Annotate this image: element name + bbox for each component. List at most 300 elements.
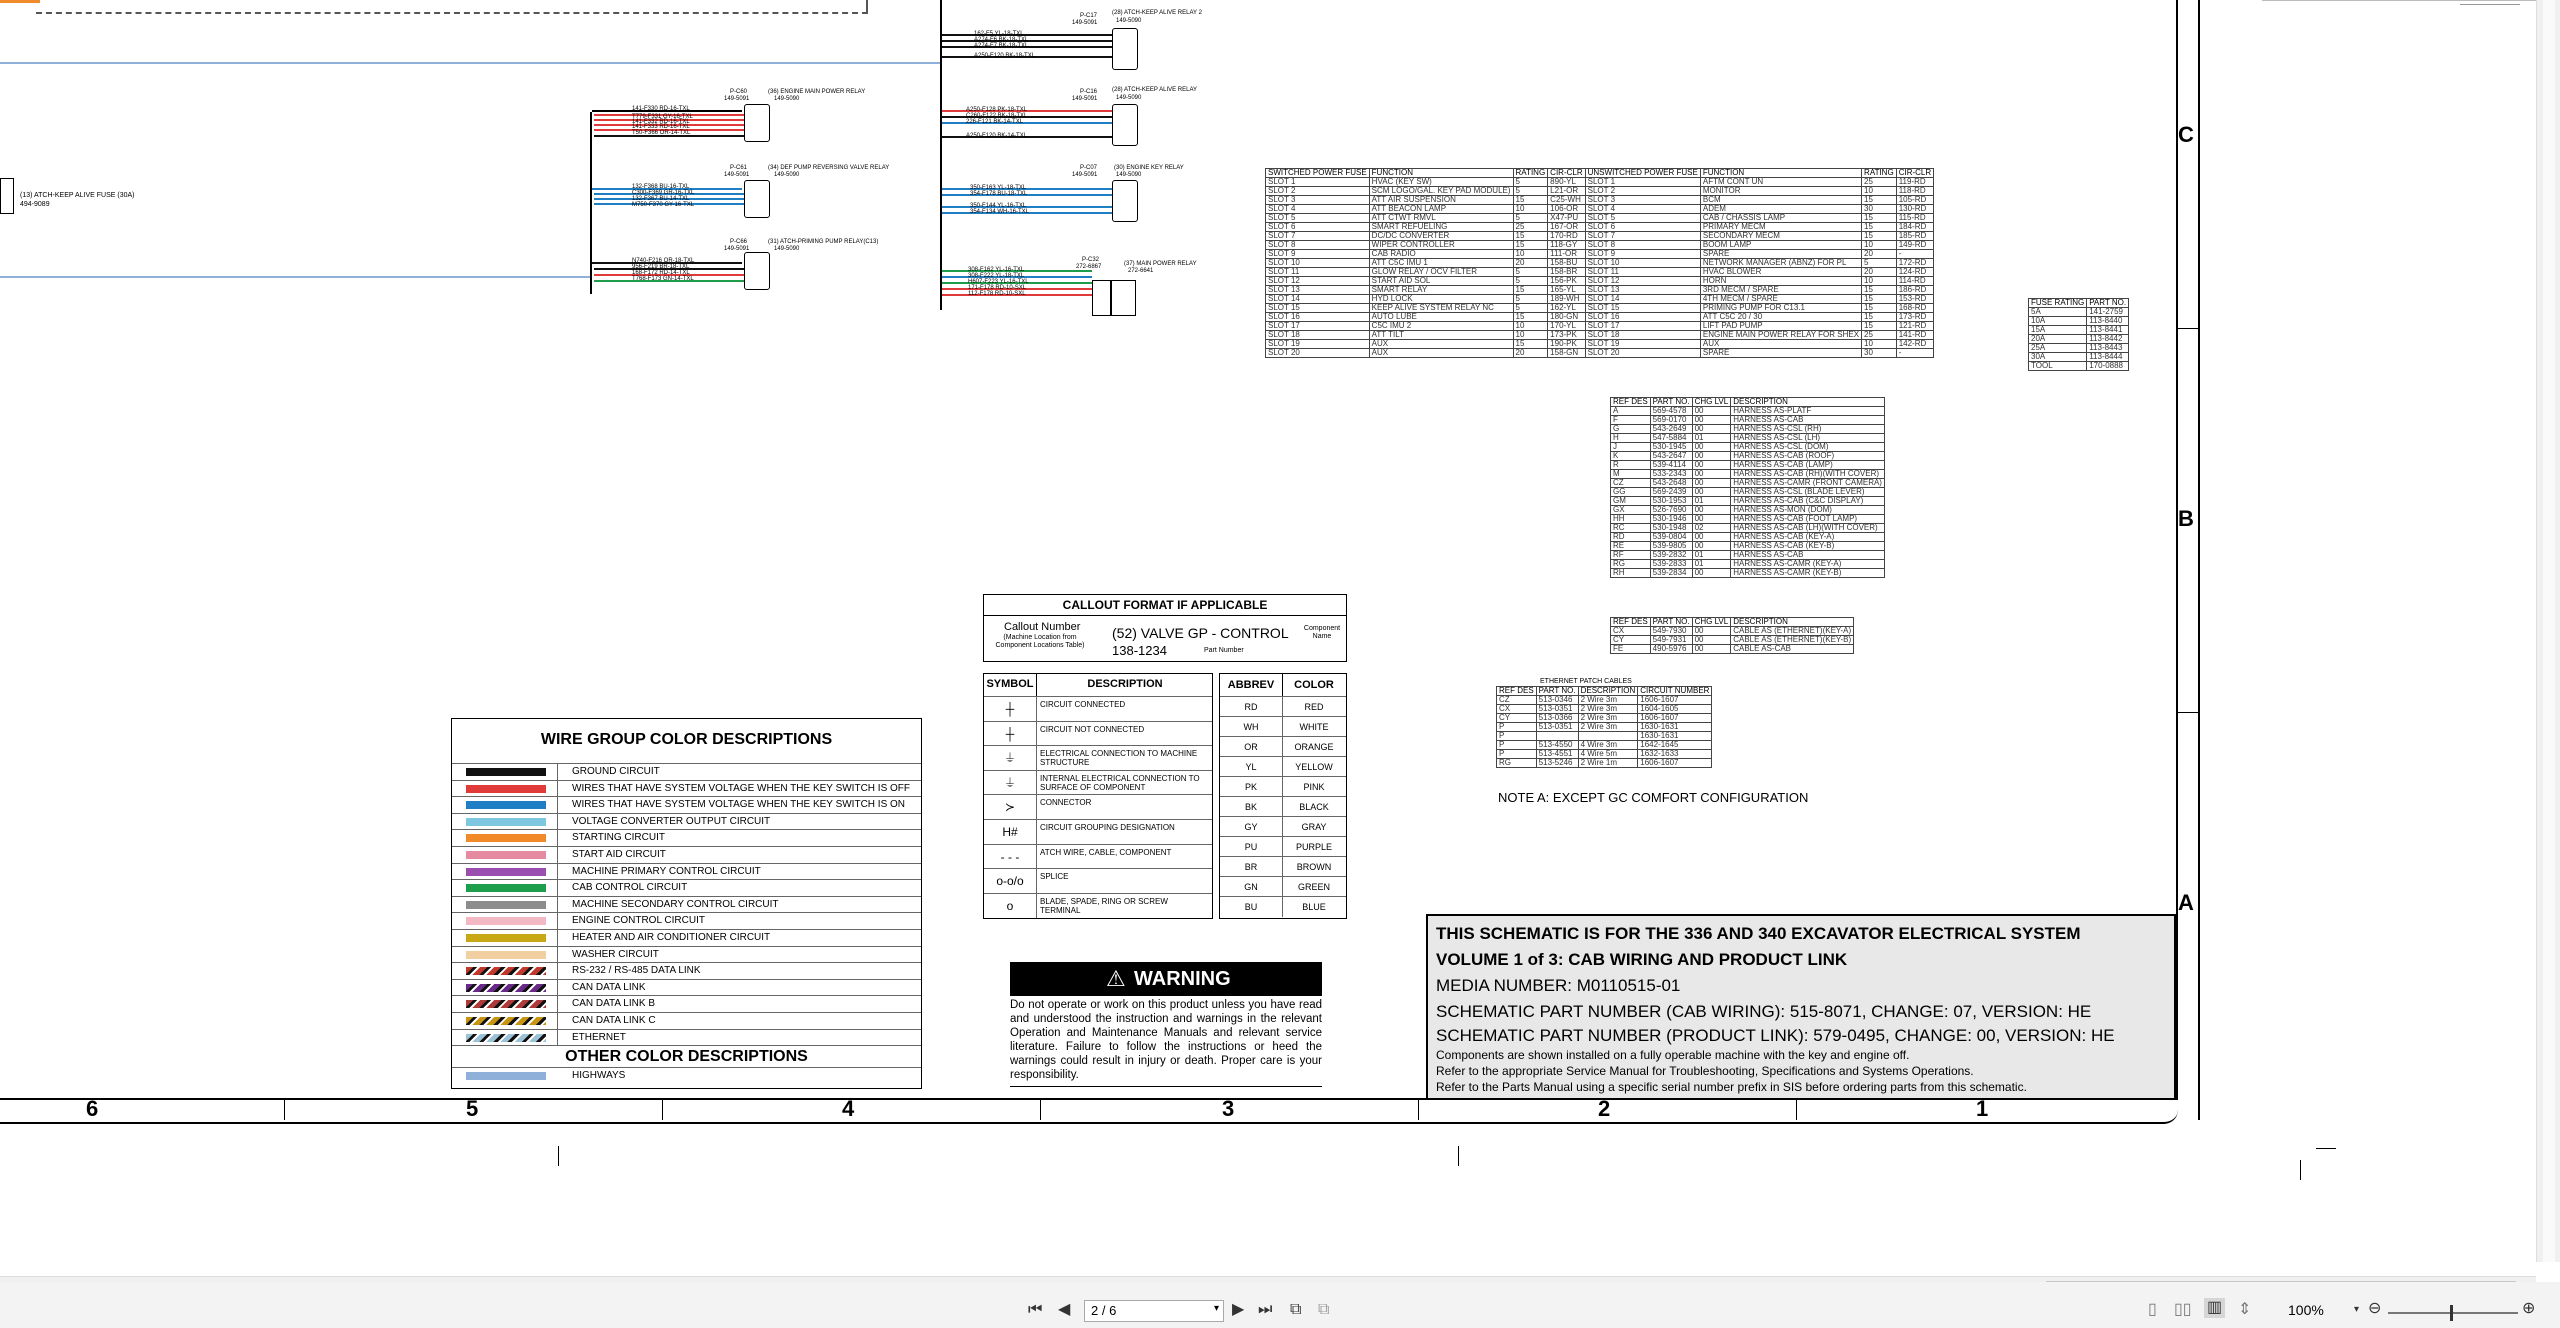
- first-page-icon[interactable]: ⏮: [1028, 1301, 1043, 1318]
- symbol-row: [984, 770, 1212, 795]
- relay-name: (28) ATCH-KEEP ALIVE RELAY 2: [1112, 10, 1202, 16]
- ethernet-table-title: ETHERNET PATCH CABLES: [1540, 678, 1632, 685]
- relay-engine-main-power: [592, 88, 866, 152]
- table-cell: 00: [1692, 645, 1731, 654]
- table-cell: AUTO LUBE: [1369, 313, 1513, 322]
- symbol-glyph: - - -: [984, 845, 1037, 869]
- table-cell: 530-1948: [1650, 524, 1692, 533]
- table-cell: 189-WH: [1548, 295, 1585, 304]
- table-cell: 1632-1633: [1638, 750, 1712, 759]
- table-cell: PRIMING PUMP FOR C13.1: [1700, 304, 1861, 313]
- zoom-dropdown-icon[interactable]: ▾: [2354, 1304, 2360, 1315]
- title-line-5: SCHEMATIC PART NUMBER (PRODUCT LINK): 579-0495, CHANGE: 00, VERSION: HE: [1436, 1026, 2115, 1045]
- fuse-symbol: [0, 178, 14, 214]
- relay-ref: P-C66: [730, 239, 748, 245]
- wire-color-swatch: [466, 967, 546, 975]
- table-cell: RD: [1611, 533, 1651, 542]
- wire-group-row: [452, 780, 921, 797]
- abbrev-table: [1219, 673, 1347, 919]
- table-cell: 20: [1513, 259, 1548, 268]
- table-cell: 1606-1607: [1638, 759, 1712, 768]
- table-cell: K: [1611, 452, 1651, 461]
- last-page-icon[interactable]: ⏭: [1258, 1301, 1273, 1318]
- relay-wire-label: N740-F216 OR-18-TXL: [632, 258, 695, 264]
- table-cell: 00: [1692, 506, 1731, 515]
- wire-color-swatch: [466, 1034, 546, 1042]
- table-cell: 4 Wire 5m: [1578, 750, 1638, 759]
- title-block: [1426, 914, 2176, 1100]
- table-cell: 10: [1862, 241, 1897, 250]
- symbol-description: ELECTRICAL CONNECTION TO MACHINE STRUCTURE: [1040, 749, 1198, 768]
- table-cell: 114-RD: [1896, 277, 1933, 286]
- table-cell: 121-RD: [1896, 322, 1933, 331]
- relay-symbol: [744, 180, 770, 218]
- table-cell: 5: [1513, 277, 1548, 286]
- wire-group-legend: [451, 718, 922, 1089]
- table-cell: G: [1611, 425, 1651, 434]
- relay-keep-alive-2: [942, 4, 1242, 80]
- table-cell: SLOT 7: [1266, 232, 1370, 241]
- table-cell: 10A: [2029, 317, 2087, 326]
- table-cell: SLOT 9: [1585, 250, 1700, 259]
- symbol-glyph: ⏚: [984, 771, 1037, 795]
- table-cell: SLOT 16: [1266, 313, 1370, 322]
- table-cell: SLOT 17: [1266, 322, 1370, 331]
- table-cell: 00: [1692, 470, 1731, 479]
- wire-group-row: [452, 896, 921, 913]
- table-cell: 00: [1692, 636, 1731, 645]
- table-cell: 539-2834: [1650, 569, 1692, 578]
- relay-subpart: 149-5090: [1116, 172, 1142, 178]
- table-cell: 186-RD: [1896, 286, 1933, 295]
- zone-col-2: 2: [1598, 1096, 1611, 1121]
- wire-group-row: [452, 763, 921, 780]
- table-cell: SLOT 6: [1266, 223, 1370, 232]
- symbol-row: [984, 794, 1212, 819]
- relay-part: 149-5091: [1072, 172, 1098, 178]
- relay-atch-priming: [592, 238, 912, 302]
- table-cell: SLOT 3: [1266, 196, 1370, 205]
- page-number-value: 2 / 6: [1091, 1303, 1117, 1318]
- wire-color-swatch: [466, 785, 546, 793]
- table-cell: RE: [1611, 542, 1651, 551]
- table-cell: SLOT 5: [1266, 214, 1370, 223]
- relay-subpart: 149-5090: [774, 246, 800, 252]
- symbol-description: CONNECTOR: [1040, 798, 1092, 808]
- symbol-table: [983, 673, 1213, 919]
- table-cell: CABLE AS-CAB: [1731, 645, 1854, 654]
- table-cell: M: [1611, 470, 1651, 479]
- table-row: [1611, 569, 1885, 578]
- table-header-cell: REF DES: [1611, 398, 1651, 407]
- highway-line: [0, 62, 940, 64]
- relay-wire-label: 350-F163 YL-18-TXL: [970, 185, 1027, 191]
- relay-wire-label: 308-F162 YL-16-TXL: [968, 267, 1025, 273]
- next-page-icon[interactable]: ▶: [1232, 1301, 1245, 1318]
- abbrev-color-name: BLUE: [1302, 902, 1326, 912]
- relay-subpart: 272-6641: [1128, 268, 1154, 274]
- warning-icon: ⚠: [1106, 966, 1126, 991]
- wire-color-swatch: [466, 851, 546, 859]
- table-cell: HARNESS AS-CSL (RH): [1731, 425, 1885, 434]
- table-cell: R: [1611, 461, 1651, 470]
- table-cell: START AID SOL: [1369, 277, 1513, 286]
- abbrev-header: ABBREV: [1227, 679, 1275, 691]
- relay-symbol: [1112, 28, 1138, 70]
- symbol-row: [984, 745, 1212, 770]
- table-cell: SLOT 16: [1585, 313, 1700, 322]
- table-cell: -: [1896, 250, 1933, 259]
- table-cell: 513-0351: [1536, 705, 1578, 714]
- table-cell: 01: [1692, 560, 1731, 569]
- wire-color-swatch: [466, 768, 546, 776]
- relay-wire-label: 112-F178 RD-10-SXL: [968, 291, 1026, 297]
- relay-wire-label: 168-F172 RD-14-TXL: [632, 270, 690, 276]
- relay-symbol: [744, 252, 770, 290]
- single-page-icon[interactable]: ▯: [2148, 1301, 2157, 1318]
- wire-color-swatch: [466, 884, 546, 892]
- table-cell: HORN: [1700, 277, 1861, 286]
- table-cell: L21-OR: [1548, 187, 1585, 196]
- table-cell: 00: [1692, 443, 1731, 452]
- abbrev-color-name: BLACK: [1299, 802, 1329, 812]
- table-cell: HARNESS AS-CAB: [1731, 416, 1885, 425]
- table-cell: SLOT 4: [1585, 205, 1700, 214]
- table-cell: 25: [1862, 178, 1897, 187]
- zoom-value[interactable]: 100%: [2288, 1302, 2324, 1318]
- table-cell: 170-RD: [1548, 232, 1585, 241]
- table-cell: SLOT 8: [1585, 241, 1700, 250]
- table-cell: 513-4550: [1536, 741, 1578, 750]
- relay-wire-label: 162-F5 YL-18-TXL: [974, 31, 1024, 37]
- vertical-scroll-thumb[interactable]: [2543, 0, 2555, 1262]
- table-cell: A: [1611, 407, 1651, 416]
- table-cell: 5A: [2029, 308, 2087, 317]
- table-cell: 15: [1513, 232, 1548, 241]
- zoom-in-icon[interactable]: ⊕: [2522, 1300, 2536, 1317]
- wire-group-label: WIRES THAT HAVE SYSTEM VOLTAGE WHEN THE KEY SWITCH IS OFF: [572, 782, 911, 794]
- table-header-cell: UNSWITCHED POWER FUSE: [1585, 169, 1700, 178]
- wire-group-row: [452, 946, 921, 963]
- table-cell: ATT C5C 20 / 30: [1700, 313, 1861, 322]
- abbrev-code: GN: [1220, 877, 1283, 897]
- table-cell: 530-1946: [1650, 515, 1692, 524]
- table-cell: 113-8441: [2087, 326, 2129, 335]
- abbrev-color-name: PURPLE: [1295, 842, 1332, 852]
- table-cell: CZ: [1497, 696, 1537, 705]
- continuous-page-icon[interactable]: ▥: [2204, 1298, 2225, 1318]
- prev-page-icon[interactable]: ◀: [1058, 1301, 1071, 1318]
- table-row: [1497, 723, 1712, 732]
- table-cell: 15A: [2029, 326, 2087, 335]
- relay-part: 149-5091: [724, 96, 750, 102]
- viewer-toolbar: [0, 1282, 2560, 1328]
- relay-keep-alive-1: [942, 84, 1242, 160]
- table-cell: F: [1611, 416, 1651, 425]
- zoom-out-icon[interactable]: ⊖: [2368, 1300, 2382, 1317]
- vertical-scrollbar[interactable]: [2536, 0, 2560, 1262]
- callout-title: CALLOUT FORMAT IF APPLICABLE: [1062, 598, 1268, 612]
- wire-group-row: [452, 1029, 921, 1046]
- table-cell: NETWORK MANAGER (ABNZ) FOR PL: [1700, 259, 1861, 268]
- frame-zone-column: [2178, 0, 2200, 1120]
- table-cell: RG: [1611, 560, 1651, 569]
- table-cell: SLOT 8: [1266, 241, 1370, 250]
- table-cell: 113-8440: [2087, 317, 2129, 326]
- table-cell: SLOT 10: [1585, 259, 1700, 268]
- relay-wire-label: C300-F369 GR-16-TXL: [632, 190, 695, 196]
- abbrev-code: RD: [1220, 697, 1283, 717]
- table-cell: 130-RD: [1896, 205, 1933, 214]
- wire-group-label: HEATER AND AIR CONDITIONER CIRCUIT: [572, 932, 771, 943]
- table-cell: HYD LOCK: [1369, 295, 1513, 304]
- table-cell: 01: [1692, 434, 1731, 443]
- relay-wire-label: 132-F368 BU-16-TXL: [632, 184, 690, 190]
- table-cell: 549-7931: [1650, 636, 1692, 645]
- table-cell: 4TH MECM / SPARE: [1700, 295, 1861, 304]
- table-cell: 113-8444: [2087, 353, 2129, 362]
- table-cell: 15: [1862, 322, 1897, 331]
- table-cell: SLOT 12: [1585, 277, 1700, 286]
- zone-col-4: 4: [842, 1096, 855, 1121]
- table-cell: 25A: [2029, 344, 2087, 353]
- table-cell: 01: [1692, 497, 1731, 506]
- table-cell: CAB / CHASSIS LAMP: [1700, 214, 1861, 223]
- table-cell: 10: [1513, 322, 1548, 331]
- wire-group-label: STARTING CIRCUIT: [572, 832, 665, 844]
- page-dropdown-icon[interactable]: ▾: [1213, 1303, 1219, 1314]
- table-cell: HVAC BLOWER: [1700, 268, 1861, 277]
- relay-wire-label: 171-F178 RD-10-SXL: [968, 285, 1027, 291]
- table-cell: J: [1611, 443, 1651, 452]
- table-cell: SLOT 13: [1585, 286, 1700, 295]
- fit-width-icon[interactable]: ⧉: [1318, 1301, 1330, 1318]
- zone-col-1: 1: [1976, 1096, 1989, 1121]
- top-right-scroll-line: [2262, 0, 2536, 1]
- table-cell: SLOT 19: [1266, 340, 1370, 349]
- relay-name: (30) ENGINE KEY RELAY: [1114, 165, 1184, 171]
- symbol-glyph: o: [984, 894, 1037, 918]
- table-cell: HARNESS AS-CAB (KEY-A): [1731, 533, 1885, 542]
- table-cell: 530-1953: [1650, 497, 1692, 506]
- table-row: [1497, 759, 1712, 768]
- wire-group-label: CAB CONTROL CIRCUIT: [572, 882, 688, 894]
- symbol-row: [984, 893, 1212, 918]
- table-cell: SLOT 2: [1266, 187, 1370, 196]
- table-cell: 00: [1692, 488, 1731, 497]
- abbrev-row: [1220, 796, 1346, 817]
- table-cell: CX: [1611, 627, 1651, 636]
- abbrev-code: GY: [1220, 817, 1283, 837]
- table-cell: 15: [1862, 223, 1897, 232]
- table-cell: 1604-1605: [1638, 705, 1712, 714]
- abbrev-code: YL: [1220, 757, 1283, 777]
- table-cell: 569-2439: [1650, 488, 1692, 497]
- table-header-cell: PART NO.: [1650, 398, 1692, 407]
- warning-banner: [1010, 962, 1322, 996]
- table-cell: 2 Wire 1m: [1578, 759, 1638, 768]
- wire-group-row: [452, 1012, 921, 1029]
- table-row: [2029, 362, 2129, 371]
- callout-part: 138-1234: [1112, 643, 1167, 658]
- fit-page-icon[interactable]: ⧉: [1290, 1301, 1302, 1318]
- warning-text: Do not operate or work on this product unless you have read and understood the instruction and warnings in the relevant Operation and Maintenance Manuals and relevant service literature. Failure to follow the instructions or heed the warnings could result in injury or death. Proper care is your responsibility.: [1010, 999, 1322, 1081]
- relay-part: 149-5091: [724, 246, 750, 252]
- relay-wire-label: A250-F120 BK-14-TXL: [966, 133, 1028, 139]
- wire-group-title: WIRE GROUP COLOR DESCRIPTIONS: [540, 731, 833, 748]
- table-cell: HARNESS AS-CSL (LH): [1731, 434, 1885, 443]
- table-cell: CAB RADIO: [1369, 250, 1513, 259]
- top-mark: [2460, 4, 2520, 5]
- wire-group-label: CAN DATA LINK B: [572, 998, 655, 1010]
- abbrev-color-name: GREEN: [1297, 882, 1330, 892]
- two-page-icon[interactable]: ▯▯: [2174, 1301, 2192, 1318]
- symbol-glyph: ┼: [984, 697, 1037, 721]
- table-cell: 513-0346: [1536, 696, 1578, 705]
- relay-ref: P-C17: [1080, 13, 1098, 19]
- table-cell: BOOM LAMP: [1700, 241, 1861, 250]
- table-cell: 01: [1692, 551, 1731, 560]
- table-cell: 156-PK: [1548, 277, 1585, 286]
- table-cell: HARNESS AS-PLATF: [1731, 407, 1885, 416]
- abbrev-row: [1220, 776, 1346, 797]
- table-cell: SLOT 20: [1585, 349, 1700, 358]
- relay-symbol: [1092, 280, 1112, 316]
- table-cell: SLOT 18: [1266, 331, 1370, 340]
- wire-color-swatch: [466, 901, 546, 909]
- frame-bottom-row: [0, 1098, 2178, 1124]
- table-cell: SLOT 11: [1266, 268, 1370, 277]
- table-cell: 158-BU: [1548, 259, 1585, 268]
- relay-wire-label: 226-F121 BK-14-TXL: [966, 119, 1024, 125]
- table-cell: 105-RD: [1896, 196, 1933, 205]
- note-a: NOTE A: EXCEPT GC COMFORT CONFIGURATION: [1498, 790, 1809, 805]
- table-header-cell: PART NO.: [1650, 618, 1692, 627]
- abbrev-row: [1220, 876, 1346, 897]
- rotate-icon[interactable]: ⇕: [2238, 1301, 2252, 1318]
- zoom-slider-thumb[interactable]: [2450, 1305, 2453, 1321]
- table-cell: 172-RD: [1896, 259, 1933, 268]
- table-cell: SLOT 1: [1585, 178, 1700, 187]
- page-number-field[interactable]: [1084, 1300, 1224, 1322]
- zone-col-3: 3: [1222, 1096, 1235, 1121]
- relay-wire-label: 141-F333 RD-16-TXL: [632, 124, 690, 130]
- table-cell: 5: [1513, 268, 1548, 277]
- abbrev-row: [1220, 856, 1346, 877]
- table-cell: 142-RD: [1896, 340, 1933, 349]
- abbrev-color-name: BROWN: [1296, 862, 1332, 872]
- symbol-description: BLADE, SPADE, RING OR SCREW TERMINAL: [1040, 896, 1168, 915]
- table-cell: 20A: [2029, 335, 2087, 344]
- table-cell: 141-2759: [2087, 308, 2129, 317]
- abbrev-code: OR: [1220, 737, 1283, 757]
- table-cell: PRIMARY MECM: [1700, 223, 1861, 232]
- relay-wire-label: T50-F366 OR-14-TXL: [632, 130, 691, 136]
- wire-color-swatch: [466, 818, 546, 826]
- relay-wire-label: 354-F178 BU-18-TXL: [970, 191, 1028, 197]
- abbrev-row: [1220, 836, 1346, 857]
- symbol-description: CIRCUIT CONNECTED: [1040, 700, 1126, 709]
- table-cell: 20: [1862, 250, 1897, 259]
- other-colors-title: OTHER COLOR DESCRIPTIONS: [452, 1045, 921, 1066]
- table-cell: 15: [1862, 214, 1897, 223]
- tick-mark: [2316, 1148, 2336, 1149]
- table-cell: 15: [1862, 196, 1897, 205]
- table-cell: SPARE: [1700, 250, 1861, 259]
- table-cell: 15: [1513, 196, 1548, 205]
- wire-color-swatch: [466, 951, 546, 959]
- relay-wire-label: 350-F144 YL-16-TXL: [970, 203, 1027, 209]
- warning-title: WARNING: [1134, 968, 1231, 990]
- table-cell: 539-2832: [1650, 551, 1692, 560]
- table-cell: 10: [1513, 331, 1548, 340]
- relay-wire-label: H607-F223 YL-16-TXL: [968, 279, 1029, 285]
- table-cell: 549-7930: [1650, 627, 1692, 636]
- table-cell: 162-YL: [1548, 304, 1585, 313]
- table-cell: ATT BEACON LAMP: [1369, 205, 1513, 214]
- table-header-cell: DESCRIPTION: [1731, 398, 1885, 407]
- table-cell: AFTM CONT UN: [1700, 178, 1861, 187]
- wire-group-row: [452, 979, 921, 996]
- wire-group-label: ETHERNET: [572, 1031, 626, 1043]
- symbol-description: CIRCUIT GROUPING DESIGNATION: [1040, 823, 1175, 832]
- wire-color-swatch: [466, 834, 546, 842]
- relay-subpart: 149-5090: [1116, 18, 1142, 24]
- abbrev-color-name: PINK: [1303, 782, 1325, 792]
- table-cell: 00: [1692, 479, 1731, 488]
- table-cell: 5: [1513, 295, 1548, 304]
- wire-group-row: [452, 879, 921, 896]
- table-cell: 00: [1692, 542, 1731, 551]
- table-cell: FE: [1611, 645, 1651, 654]
- relay-subpart: 149-5090: [1116, 95, 1142, 101]
- zoom-slider-track[interactable]: [2388, 1312, 2518, 1314]
- wire-group-label: MACHINE PRIMARY CONTROL CIRCUIT: [572, 865, 761, 877]
- table-cell: 5: [1513, 304, 1548, 313]
- zone-col-5: 5: [466, 1096, 479, 1121]
- tick-mark: [1458, 1146, 1459, 1166]
- wire-color-swatch: [466, 1017, 546, 1025]
- relay-part: 149-5091: [1072, 20, 1098, 26]
- wire-color-swatch: [466, 1072, 546, 1080]
- table-cell: 543-2648: [1650, 479, 1692, 488]
- table-cell: SECONDARY MECM: [1700, 232, 1861, 241]
- relay-name: (34) DEF PUMP REVERSING VALVE RELAY: [768, 165, 890, 171]
- table-cell: HARNESS AS-MON (DOM): [1731, 506, 1885, 515]
- table-cell: SLOT 13: [1266, 286, 1370, 295]
- wire-group-label: START AID CIRCUIT: [572, 849, 666, 860]
- table-cell: 10: [1513, 250, 1548, 259]
- table-cell: HARNESS AS-CAMR (KEY-A): [1731, 560, 1885, 569]
- table-cell: SMART REFUELING: [1369, 223, 1513, 232]
- wire-group-row: [452, 995, 921, 1012]
- table-cell: 170-YL: [1548, 322, 1585, 331]
- table-cell: ATT CTWT RMVL: [1369, 214, 1513, 223]
- table-cell: 185-RD: [1896, 232, 1933, 241]
- wire-color-swatch: [466, 917, 546, 925]
- abbrev-code: PK: [1220, 777, 1283, 797]
- table-cell: 5: [1862, 259, 1897, 268]
- symbol-glyph: ≻: [984, 795, 1037, 819]
- table-cell: 543-2647: [1650, 452, 1692, 461]
- table-row: [1611, 636, 1854, 645]
- callout-left-sub: (Machine Location from Component Locations Table): [995, 634, 1085, 649]
- table-cell: RF: [1611, 551, 1651, 560]
- table-cell: 106-OR: [1548, 205, 1585, 214]
- table-cell: 111-OR: [1548, 250, 1585, 259]
- abbrev-row: [1220, 716, 1346, 737]
- table-cell: 490-5976: [1650, 645, 1692, 654]
